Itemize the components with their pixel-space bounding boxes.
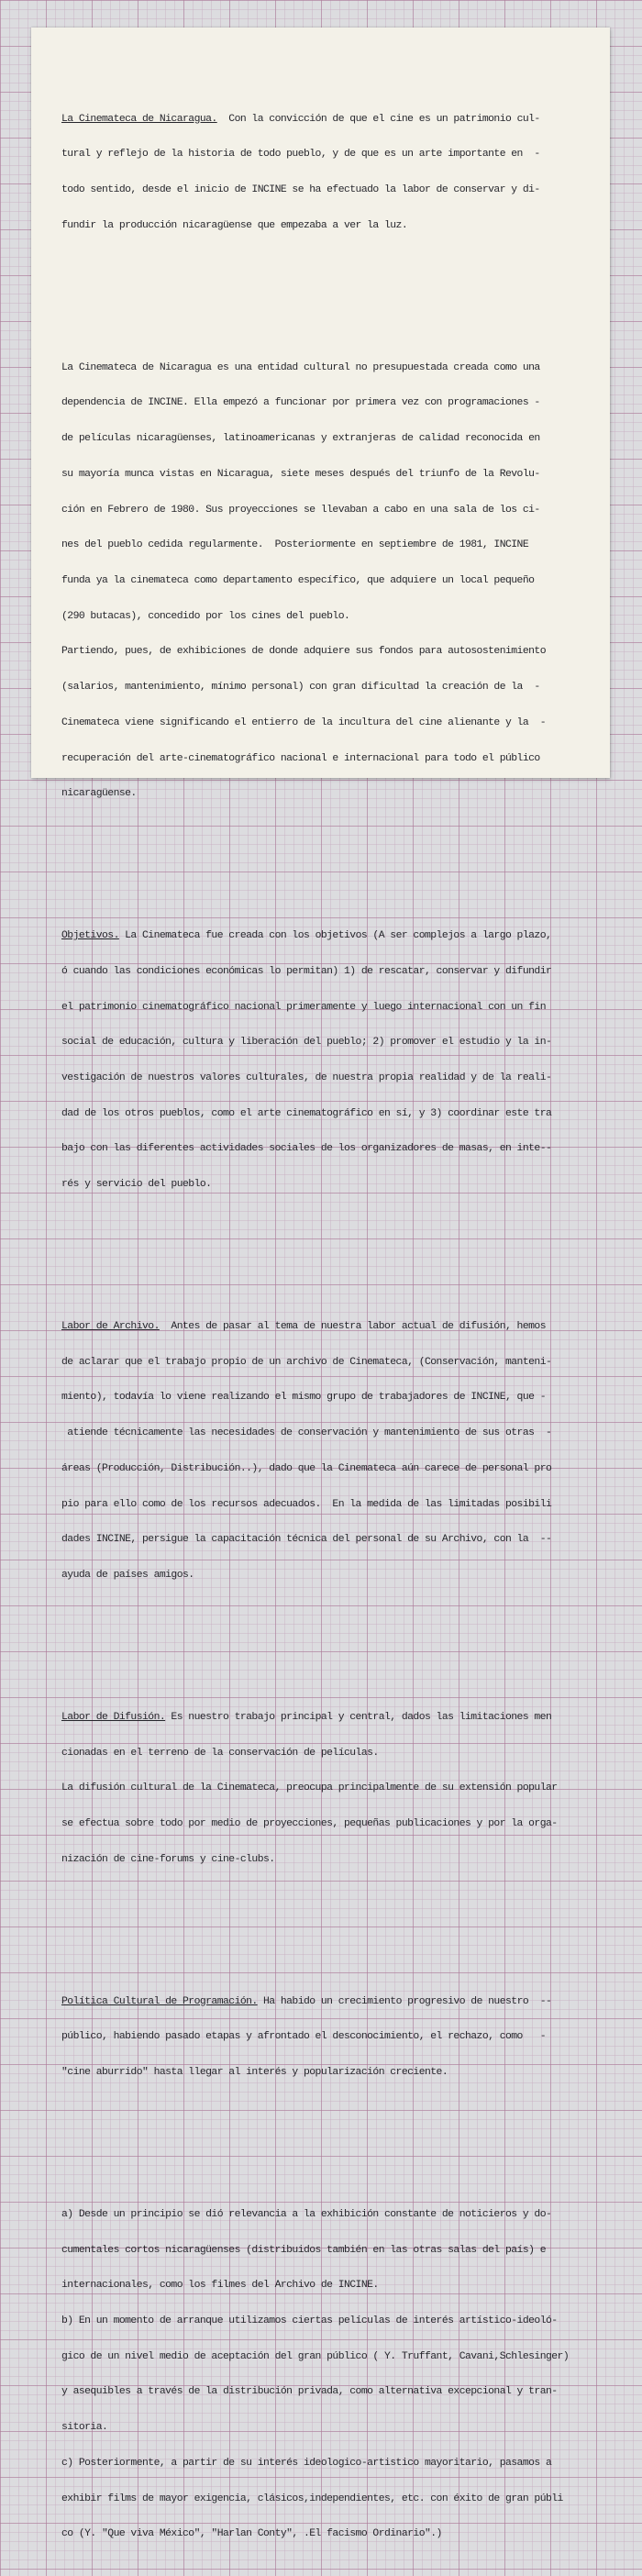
text-line: público, habiendo pasado etapas y afrontado el desconocimiento, el rechazo, como - <box>61 2031 546 2043</box>
section-heading: La Cinemateca de Nicaragua. <box>61 113 217 125</box>
text-line: La difusión cultural de la Cinemateca, preocupa principalmente de su extensión popular <box>61 1782 558 1794</box>
text-line: Cinemateca viene significando el entierro de la incultura del cine alienante y la - <box>61 716 546 728</box>
section-heading: Labor de Difusión. <box>61 1711 166 1723</box>
list-item-line: gico de un nivel medio de aceptación del gran público ( Y. Truffant, Cavani,Schlesinger) <box>61 2350 570 2362</box>
heading-line-rest: Ha habido un crecimiento progresivo de nuestro -- <box>257 1995 552 2007</box>
list-item-line: a) Desde un principio se dió relevancia a la exhibición constante de noticieros y do- <box>61 2208 552 2220</box>
list-item-line: co (Y. "Que viva México", "Harlan Conty", .El facismo Ordinario".) <box>61 2528 442 2540</box>
list-item-line: exhibir films de mayor exigencia, clásicos,independientes, etc. con éxito de gran públi <box>61 2493 563 2504</box>
text-line <box>61 930 590 942</box>
list-item-line: b) En un momento de arranque utilizamos ciertas películas de interés artístico-ideoló- <box>61 2315 558 2326</box>
text-line: nicaragüense. <box>61 788 137 800</box>
text-line: tural y reflejo de la historia de todo pueblo, y de que es un arte importante en - <box>61 149 540 161</box>
paragraph-etapas-list <box>61 2185 590 2564</box>
text-line: rés y servicio del pueblo. <box>61 1179 212 1191</box>
text-line: cionadas en el terreno de la conservación de películas. <box>61 1747 379 1759</box>
list-item-line: cumentales cortos nicaragüenses (distribuidos también en las otras salas del país) e <box>61 2244 546 2256</box>
text-line: áreas (Producción, Distribución..), dado que la Cinemateca aún carece de personal pro <box>61 1462 552 1474</box>
section-heading: Labor de Archivo. <box>61 1320 160 1332</box>
text-line: La Cinemateca de Nicaragua es una entidad cultural no presupuestada creada como una <box>61 361 540 373</box>
text-line: pio para ello como de los recursos adecuados. En la medida de las limitadas posibili <box>61 1498 552 1510</box>
heading-line-rest: Es nuestro trabajo principal y central, dados las limitaciones men <box>165 1711 552 1723</box>
heading-line-rest: La Cinemateca fue creada con los objetivos (A ser complejos a largo plazo, <box>118 930 552 942</box>
text-line: social de educación, cultura y liberación del pueblo; 2) promover el estudio y la in- <box>61 1037 552 1049</box>
section-heading: Objetivos. <box>61 930 119 942</box>
text-line: de películas nicaragüenses, latinoamericanas y extranjeras de calidad reconocida en <box>61 433 540 445</box>
paragraph-cinemateca-intro <box>61 90 590 256</box>
text-line: Partiendo, pues, de exhibiciones de donde adquiere sus fondos para autosostenimiento <box>61 646 546 658</box>
text-line: funda ya la cinemateca como departamento específico, que adquiere un local pequeño <box>61 574 535 586</box>
heading-line-rest: Con la convicción de que el cine es un patrimonio cul- <box>216 113 540 125</box>
text-line: miento), todavía lo viene realizando el mismo grupo de trabajadores de INCINE, que - <box>61 1392 546 1404</box>
paragraph-entidad-cultural <box>61 339 590 824</box>
text-line: "cine aburrido" hasta llegar al interés y popularización creciente. <box>61 2067 448 2078</box>
text-line: dependencia de INCINE. Ella empezó a funcionar por primera vez con programaciones - <box>61 397 540 409</box>
text-line <box>61 1321 590 1333</box>
text-line: todo sentido, desde el inicio de INCINE se ha efectuado la labor de conservar y di- <box>61 184 540 196</box>
heading-line-rest: Antes de pasar al tema de nuestra labor actual de difusión, hemos <box>159 1320 546 1332</box>
text-line: el patrimonio cinematográfico nacional primeramente y luego internacional con un fin <box>61 1001 546 1013</box>
list-item-line: sitoria. <box>61 2422 108 2434</box>
text-line: de aclarar que el trabajo propio de un archivo de Cinemateca, (Conservación, manteni- <box>61 1356 552 1368</box>
text-line: se efectua sobre todo por medio de proyecciones, pequeñas publicaciones y por la orga- <box>61 1818 558 1829</box>
text-line: nización de cine-forums y cine-clubs. <box>61 1853 275 1865</box>
paragraph-labor-difusion <box>61 1688 590 1889</box>
list-item-line: internacionales, como los filmes del Archivo de INCINE. <box>61 2280 379 2292</box>
list-item-line: c) Posteriormente, a partir de su interés ideologico-artistico mayoritario, pasamos a <box>61 2457 552 2469</box>
section-heading: Política Cultural de Programación. <box>61 1995 258 2007</box>
text-line: atiende técnicamente las necesidades de conservación y mantenimiento de sus otras - <box>61 1427 552 1439</box>
list-item-line: y asequibles a través de la distribución privada, como alternativa excepcional y tran- <box>61 2386 558 2398</box>
text-line: bajo con las diferentes actividades sociales de los organizadores de masas, en inte-- <box>61 1143 552 1155</box>
text-line: vestigación de nuestros valores culturales, de nuestra propia realidad y de la reali- <box>61 1071 552 1083</box>
text-line: ción en Febrero de 1980. Sus proyecciones se llevaban a cabo en una sala de los ci- <box>61 504 540 516</box>
text-line: ó cuando las condiciones económicas lo permitan) 1) de rescatar, conservar y difundir <box>61 965 552 977</box>
paragraph-objetivos <box>61 906 590 1215</box>
paragraph-labor-archivo <box>61 1297 590 1605</box>
text-line: su mayoría munca vistas en Nicaragua, siete meses después del triunfo de la Revolu- <box>61 468 540 480</box>
text-line: recuperación del arte-cinematográfico nacional e internacional para todo el público <box>61 752 540 764</box>
text-line: dad de los otros pueblos, como el arte cinematográfico en sí, y 3) coordinar este tra <box>61 1107 552 1119</box>
text-line: dades INCINE, persigue la capacitación técnica del personal de su Archivo, con la -- <box>61 1534 552 1546</box>
text-line: nes del pueblo cedida regularmente. Posteriormente en septiembre de 1981, INCINE <box>61 539 529 551</box>
text-line <box>61 114 590 126</box>
paragraph-politica-cultural <box>61 1972 590 2103</box>
text-line: fundir la producción nicaragüense que empezaba a ver la luz. <box>61 219 408 231</box>
text-line <box>61 1712 590 1724</box>
text-line: (salarios, mantenimiento, mínimo personal) con gran dificultad la creación de la - <box>61 682 540 694</box>
text-line: ayuda de países amigos. <box>61 1570 194 1581</box>
text-line: (290 butacas), concedido por los cines del pueblo. <box>61 610 350 622</box>
text-line <box>61 1996 590 2008</box>
document-body <box>61 66 590 2576</box>
